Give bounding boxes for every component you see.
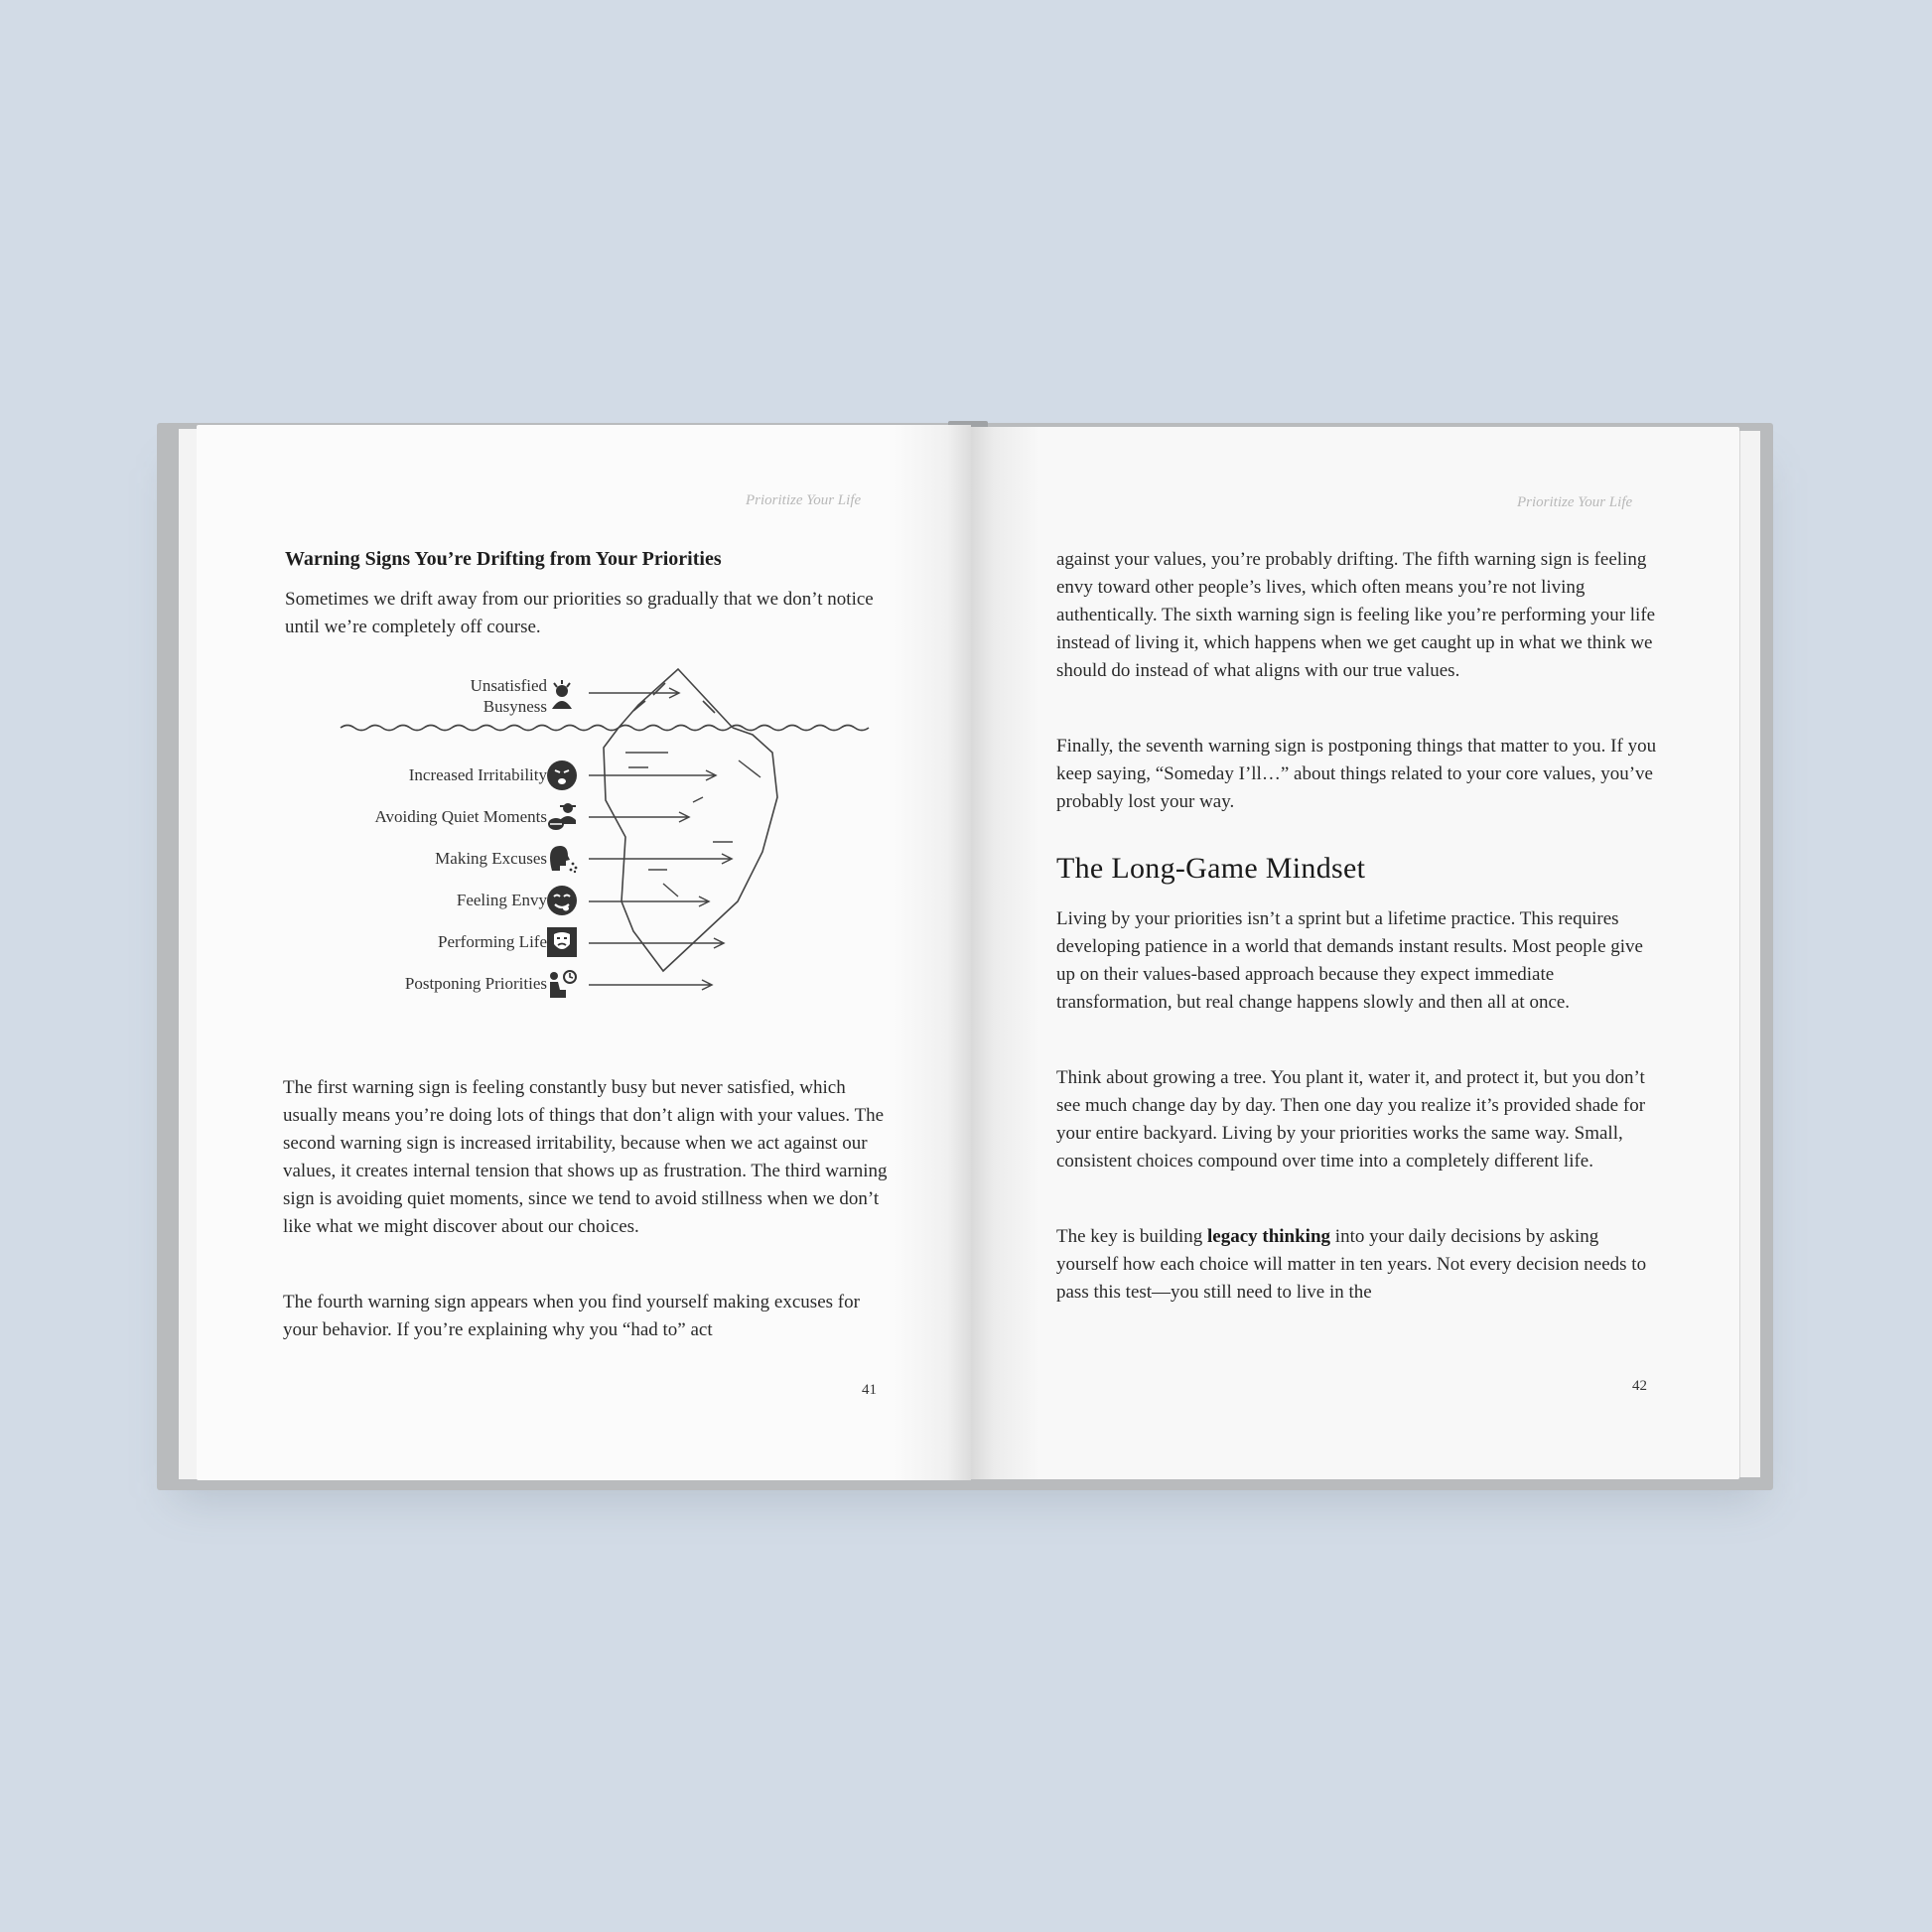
person-clock-icon	[546, 968, 578, 1000]
person-hiding-icon	[546, 800, 578, 832]
left-paragraph-1: The first warning sign is feeling constantly busy but never satisfied, which usually means you’re doing lots of things that don’t align with your values. The second warning sign is increased irritability, because when we act against our values, it creates internal tension that shows up as frustration. The third warning sign is avoiding quiet moments, since we tend to avoid stillness when we don’t like what we might discover about our choices.	[283, 1077, 888, 1237]
chapter-heading: The Long-Game Mindset	[1056, 852, 1366, 885]
label-postponing-priorities: Postponing Priorities	[404, 974, 547, 993]
iceberg-tip	[619, 669, 733, 728]
page-number-right: 42	[1632, 1378, 1647, 1394]
section-title: Warning Signs You’re Drifting from Your Priorities	[285, 548, 722, 570]
text-span: The key is building	[1056, 1226, 1207, 1247]
theater-mask-icon	[546, 926, 578, 958]
label-avoiding-quiet-moments: Avoiding Quiet Moments	[374, 807, 547, 826]
label-unsatisfied-busyness	[348, 675, 547, 717]
right-paragraph-1: against your values, you’re probably drifting. The fifth warning sign is feeling envy toward other people’s lives, which often means you’re not living authentically. The sixth warning sign is feeling like you’re performing your life instead of living it, which happens when we get caught up in what we think we should do instead of what aligns with our true values.	[1056, 549, 1656, 681]
talking-head-icon	[546, 842, 578, 874]
page-number-left: 41	[862, 1382, 877, 1398]
right-paragraph-5	[1056, 1223, 1662, 1307]
text-span: into your daily decisions by asking yourself how each choice will matter in ten years. Not every decision needs to pass this test—you still need to live in the	[1056, 1226, 1647, 1303]
iceberg-diagram	[197, 653, 971, 1070]
right-page-edges	[1739, 431, 1760, 1477]
left-paragraph-2: The fourth warning sign appears when you find yourself making excuses for your behavior. If you’re explaining why you “had to” act	[283, 1292, 860, 1340]
left-page	[197, 425, 971, 1480]
water-line	[341, 726, 869, 731]
right-paragraph-3: Living by your priorities isn’t a sprint but a lifetime practice. This requires developing patience in a world that demands instant results. Most people give up on their values-based approach because they expect immediate transformation, but real change happens slowly and then all at once.	[1056, 908, 1643, 1013]
running-head-left: Prioritize Your Life	[746, 492, 862, 508]
label-line: Unsatisfied	[470, 676, 547, 695]
running-head-right: Prioritize Your Life	[1517, 494, 1633, 510]
label-line: Busyness	[483, 697, 547, 716]
label-feeling-envy: Feeling Envy	[456, 891, 547, 909]
intro-paragraph: Sometimes we drift away from our priorities so gradually that we don’t notice until we’re completely off course.	[285, 589, 874, 637]
right-paragraph-2: Finally, the seventh warning sign is postponing things that matter to you. If you keep saying, “Someday I’ll…” about things related to your core values, you’ve probably lost your way.	[1056, 736, 1657, 812]
label-making-excuses: Making Excuses	[435, 849, 547, 868]
angry-face-icon	[546, 759, 578, 791]
iceberg-inner-lines	[625, 753, 760, 897]
label-performing-life: Performing Life	[438, 932, 547, 951]
diagram-arrows	[589, 688, 732, 990]
right-paragraph-4: Think about growing a tree. You plant it, water it, and protect it, but you don’t see much change day by day. Then one day you realize it’s provided shade for your entire backyard. Living by your priorities works the same way. Small, consistent choices compound over time into a completely different life.	[1056, 1067, 1646, 1172]
right-page	[971, 427, 1739, 1479]
label-increased-irritability: Increased Irritability	[408, 765, 547, 784]
envious-face-icon	[546, 885, 578, 916]
stressed-person-icon	[546, 679, 578, 711]
iceberg-body	[604, 728, 777, 971]
emphasis-legacy-thinking: legacy thinking	[1206, 1226, 1331, 1247]
